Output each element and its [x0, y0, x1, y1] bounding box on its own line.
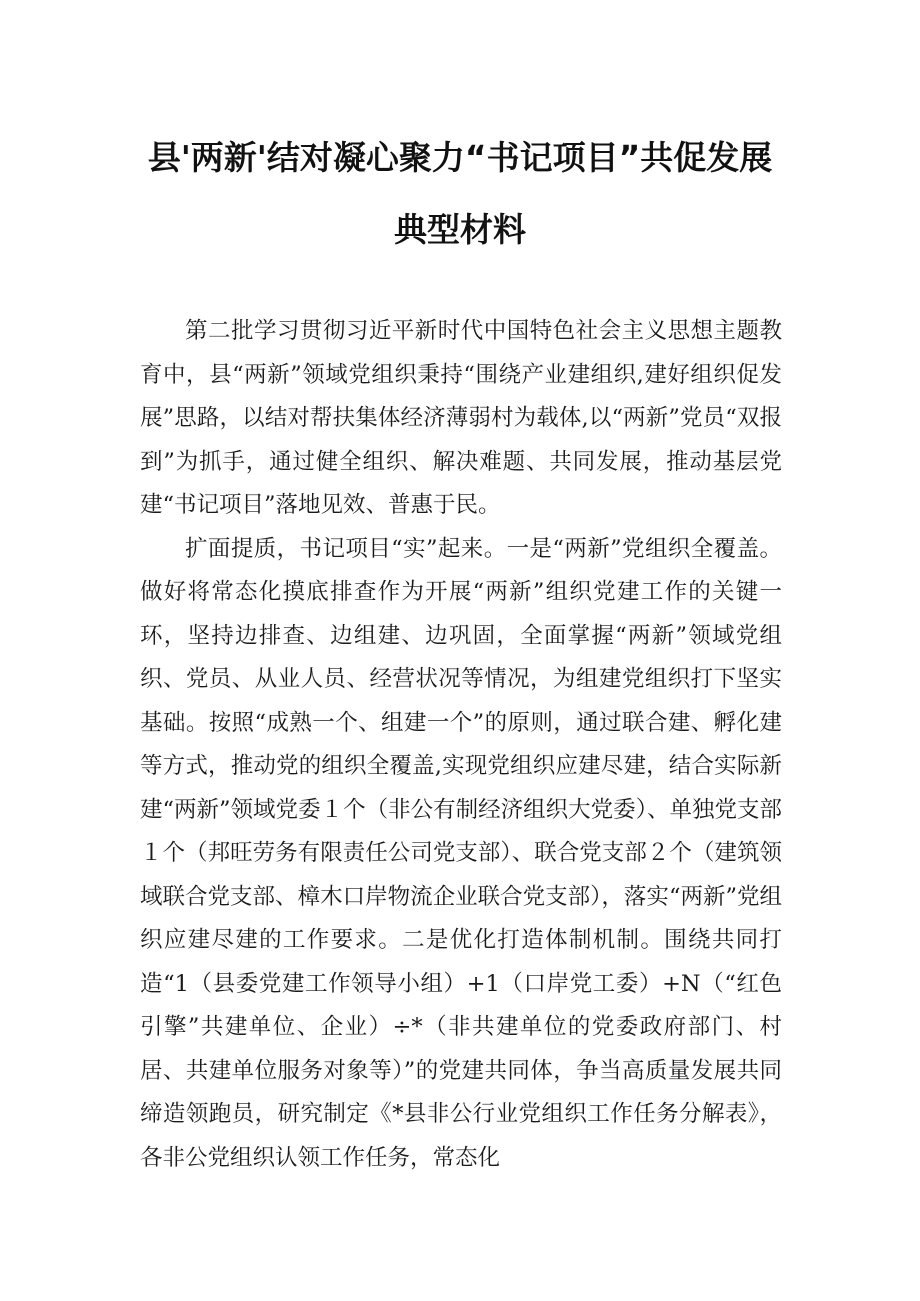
paragraph-1: 第二批学习贯彻习近平新时代中国特色社会主义思想主题教育中，县“两新”领域党组织秉持“围绕产业建组织,建好组织促发展”思路，以结对帮扶集体经济薄弱村为载体,以“两新”党员“双报到”为抓手，通过健全组织、解决难题、共同发展，推动基层党建“书记项目”落地见效、普惠于民。 — [140, 318, 782, 518]
title-line-1: 县'两新'结对凝心聚力“书记项目”共促发展 — [147, 138, 773, 177]
title-line-2: 典型材料 — [394, 210, 526, 249]
document-title — [0, 128, 920, 260]
document-body — [140, 310, 782, 1180]
paragraph-2: 扩面提质，书记项目“实”起来。一是“两新”党组织全覆盖。做好将常态化摸底排查作为开展“两新”组织党建工作的关键一环，坚持边排查、边组建、边巩固，全面掌握“两新”领域党组织、党员、从业人员、经营状况等情况，为组建党组织打下坚实基础。按照“成熟一个、组建一个”的原则，通过联合建、孵化建等方式，推动党的组织全覆盖,实现党组织应建尽建，结合实际新建“两新”领域党委１个（非公有制经济组织大党委）、单独党支部１个（邦旺劳务有限责任公司党支部）、联合党支部２个（建筑领域联合党支部、樟木口岸物流企业联合党支部），落实“两新”党组织应建尽建的工作要求。二是优化打造体制机制。围绕共同打造“1（县委党建工作领导小组）+1（口岸党工委）+N（“红色引擎”共建单位、企业）÷*（非共建单位的党委政府部门、村居、共建单位服务对象等）”的党建共同体，争当高质量发展共同缔造领跑员，研究制定《*县非公行业党组织工作任务分解表》，各非公党组织认领工作任务，常态化 — [140, 535, 782, 1171]
